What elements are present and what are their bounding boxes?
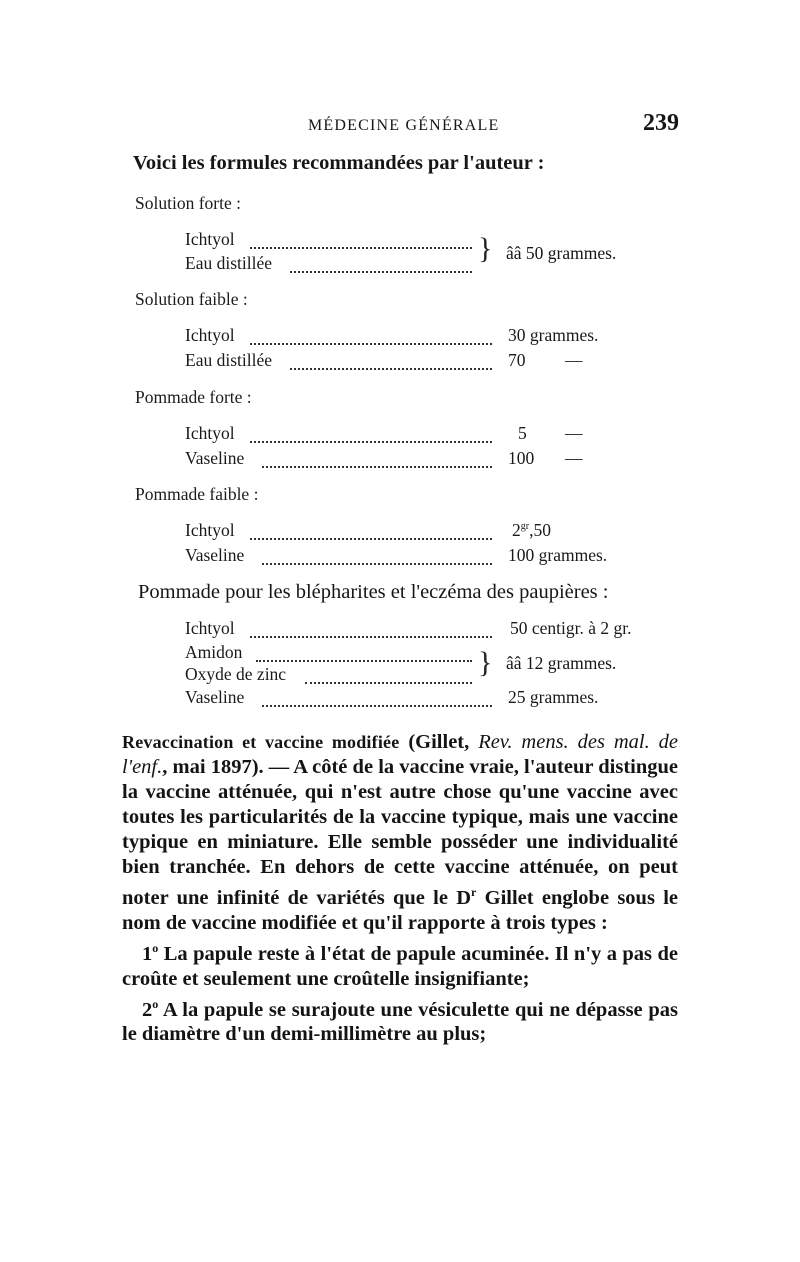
- right-brace: }: [478, 232, 493, 265]
- ingredient: Ichtyol: [185, 618, 235, 638]
- brace-quantity: ââ 50 grammes.: [506, 243, 617, 263]
- dot-leader: [250, 441, 492, 443]
- ditto-dash: —: [565, 423, 583, 443]
- page-number: 239: [643, 110, 679, 136]
- right-brace: }: [478, 646, 493, 679]
- intro-line: Voici les formules recommandées par l'auteur :: [133, 152, 545, 174]
- formula-title: Pommade forte :: [135, 387, 252, 407]
- dot-leader: [305, 682, 472, 684]
- brace-quantity: ââ 12 grammes.: [506, 653, 617, 673]
- ingredient: Eau distillée: [185, 350, 272, 370]
- ingredient: Oxyde de zinc: [185, 664, 287, 684]
- dot-leader: [290, 271, 472, 273]
- ingredient: Vaseline: [185, 545, 245, 565]
- quantity: 25 grammes.: [508, 687, 599, 707]
- dot-leader: [262, 563, 492, 565]
- quantity: 50 centigr. à 2 gr.: [510, 618, 632, 638]
- quantity: 100 grammes.: [508, 545, 608, 565]
- ingredient: Ichtyol: [185, 423, 235, 443]
- formula-title: Solution faible :: [135, 289, 248, 309]
- quantity: 5: [518, 423, 527, 443]
- ingredient: Ichtyol: [185, 520, 235, 540]
- ingredient: Vaseline: [185, 687, 245, 707]
- list-item: 2$^o$ A la papule se surajoute une vésiculette qui ne dépasse pas le diamètre d'un demi-millimètre au plus;: [122, 996, 678, 1046]
- ingredient: Amidon: [185, 642, 243, 662]
- formula-heading: Pommade pour les blépharites et l'eczéma des paupières :: [138, 581, 609, 603]
- dot-leader: [262, 705, 492, 707]
- dot-leader: [250, 636, 492, 638]
- quantity: 100: [508, 448, 535, 468]
- ingredient: Eau distillée: [185, 253, 272, 273]
- section-heading: Revaccination et vaccine modifiée: [122, 732, 400, 752]
- ingredient: Ichtyol: [185, 229, 235, 249]
- quantity: 70: [508, 350, 526, 370]
- dot-leader: [250, 247, 472, 249]
- dot-leader: [290, 368, 492, 370]
- dot-leader: [250, 538, 492, 540]
- ditto-dash: —: [565, 448, 583, 468]
- dot-leader: [256, 660, 472, 662]
- formula-title: Pommade faible :: [135, 484, 259, 504]
- revaccination-paragraph: Revaccination et vaccine modifiée (Gillet, Rev. mens. des mal. de l'enf., mai 1897). — A côté de la vaccine vraie, l'auteur distingue la vaccine atténuée, qui n'est autre chose qu'une vaccine avec toutes les particularités de la vaccine typique, mais une vaccine typique en miniature. Elle semble posséder une individualité bien tranchée. En dehors de cette vaccine atténuée, on peut noter une infinité de variétés que le $D^r$ Gillet englobe sous le nom de vaccine modifiée et qu'il rapporte à trois types :: [122, 731, 678, 934]
- dot-leader: [262, 466, 492, 468]
- journal-reference: Rev. mens. des mal. de l'enf.: [122, 731, 678, 778]
- running-head: MÉDECINE GÉNÉRALE: [308, 117, 500, 134]
- dot-leader: [250, 343, 492, 345]
- revaccination-section: [122, 730, 678, 1047]
- ditto-dash: —: [565, 350, 583, 370]
- quantity: $2^{gr},50$: [512, 520, 551, 540]
- quantity: 30 grammes.: [508, 325, 599, 345]
- ingredient: Ichtyol: [185, 325, 235, 345]
- list-item: 1$^o$ La papule reste à l'état de papule acuminée. Il n'y a pas de croûte et seulement une croûtelle insignifiante;: [122, 940, 678, 990]
- ingredient: Vaseline: [185, 448, 245, 468]
- formula-title: Solution forte :: [135, 193, 241, 213]
